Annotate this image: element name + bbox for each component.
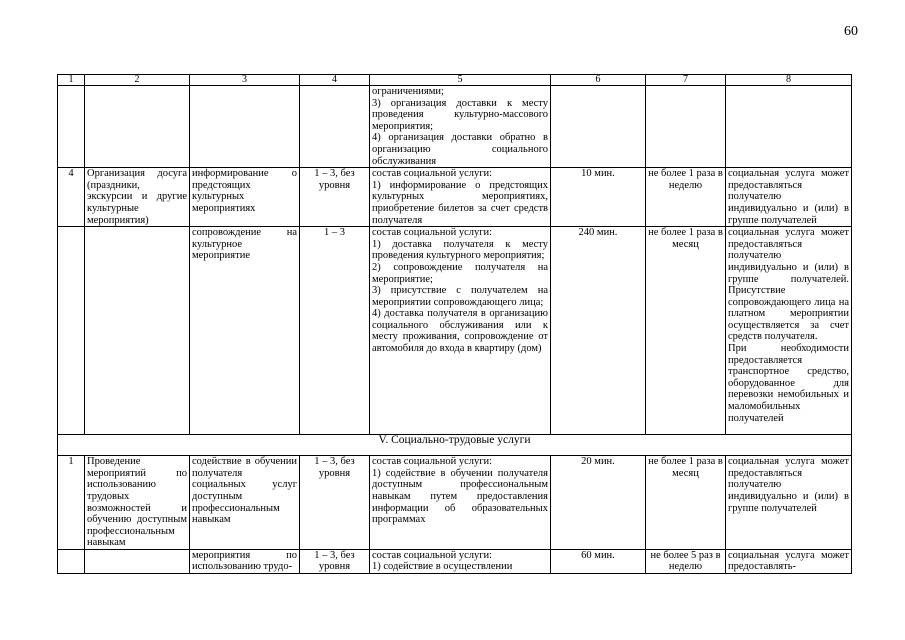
content-line: 4) организация доставки обратно в организацию социального обслуживания	[372, 132, 548, 167]
column-number-cell: 1	[58, 75, 85, 86]
section-row	[58, 435, 852, 456]
table-row	[58, 456, 852, 550]
time-cell: 10 мин.	[551, 168, 646, 227]
content-line: 1) доставка получателя к месту проведения культурного мероприятия;	[372, 238, 548, 262]
frequency-cell: не более 1 раза в месяц	[646, 227, 726, 435]
content-line: 3) присутствие с получателем на мероприятии сопровождающего лица;	[372, 285, 548, 308]
content-line: состав социальной услуги:	[372, 456, 493, 468]
frequency-cell	[646, 86, 726, 168]
conditions-paragraph: социальная услуга может предоставляться получателю индивидуально и (или) в группе получателей. Присутствие сопровождающего лица на платном мероприятии осуществляется за счет средств получателя.	[728, 227, 849, 343]
frequency-cell: не более 1 раза в неделю	[646, 168, 726, 227]
service-cell: Организация досуга (праздники, экскурсии и другие культурные мероприятия)	[85, 168, 190, 227]
time-cell: 240 мин.	[551, 227, 646, 435]
content-line: 4) доставка получателя в организацию социального обслуживания или к месту проживания, сопровождение от автомобиля до входа в квартиру (дом)	[372, 308, 548, 355]
frequency-cell: не более 5 раз в неделю	[646, 549, 726, 573]
table-row	[58, 549, 852, 573]
service-name-cell: мероприятия по использованию трудо-	[190, 549, 300, 573]
service-content-cell	[370, 456, 551, 550]
time-cell: 20 мин.	[551, 456, 646, 550]
conditions-cell	[726, 86, 852, 168]
time-cell	[551, 86, 646, 168]
level-cell: 1 – 3, без уровня	[300, 168, 370, 227]
page-number: 60	[844, 24, 858, 39]
services-table	[57, 74, 852, 574]
content-line: 1) информирование о предстоящих культурных мероприятиях, приобретение билетов за счет средств получателя	[372, 179, 548, 226]
conditions-paragraph: При необходимости предоставляется транспортное средство, оборудованное для перевозки немобильных и маломобильных получателей	[728, 343, 849, 424]
frequency-cell: не более 1 раза в месяц	[646, 456, 726, 550]
column-number-cell: 3	[190, 75, 300, 86]
level-cell: 1 – 3, без уровня	[300, 549, 370, 573]
service-cell: Проведение мероприятий по использованию трудовых возможностей и обучению доступным профессиональным навыкам	[85, 456, 190, 550]
conditions-cell: социальная услуга может предоставлять-	[726, 549, 852, 573]
content-line: состав социальной услуги:	[372, 549, 493, 561]
content-line: 1) содействие в осуществлении	[372, 561, 513, 573]
content-line: 1) содействие в обучении получателя доступным профессиональным навыкам путем предоставления информации об образовательных программах	[372, 467, 548, 526]
column-number-cell: 5	[370, 75, 551, 86]
content-line: состав социальной услуги:	[372, 227, 493, 239]
conditions-cell	[726, 227, 852, 435]
table-row	[58, 86, 852, 168]
level-cell: 1 – 3, без уровня	[300, 456, 370, 550]
conditions-cell: социальная услуга может предоставляться получателю индивидуально и (или) в группе получателей	[726, 168, 852, 227]
service-content-cell	[370, 549, 551, 573]
content-line: состав социальной услуги:	[372, 168, 493, 180]
row-number-cell: 1	[58, 456, 85, 550]
column-number-cell: 8	[726, 75, 852, 86]
time-cell: 60 мин.	[551, 549, 646, 573]
content-line: 3) организация доставки к месту проведения культурно-массового мероприятия;	[372, 97, 548, 132]
service-name-cell: информирование о предстоящих культурных мероприятиях	[190, 168, 300, 227]
service-cell	[85, 227, 190, 435]
service-name-cell	[190, 86, 300, 168]
table-row	[58, 168, 852, 227]
section-title: V. Социально-трудовые услуги	[58, 435, 852, 456]
row-number-cell	[58, 86, 85, 168]
table-row	[58, 227, 852, 435]
column-number-cell: 2	[85, 75, 190, 86]
column-number-cell: 4	[300, 75, 370, 86]
service-name-cell: сопровождение на культурное мероприятие	[190, 227, 300, 435]
level-cell	[300, 86, 370, 168]
column-number-cell: 6	[551, 75, 646, 86]
content-line: 2) сопровождение получателя на мероприятие;	[372, 261, 548, 285]
level-cell: 1 – 3	[300, 227, 370, 435]
service-content-cell	[370, 168, 551, 227]
column-number-cell: 7	[646, 75, 726, 86]
service-content-cell	[370, 86, 551, 168]
table-header-row	[58, 75, 852, 86]
service-cell	[85, 549, 190, 573]
service-cell	[85, 86, 190, 168]
row-number-cell: 4	[58, 168, 85, 227]
row-number-cell	[58, 549, 85, 573]
content-line: ограничениями;	[372, 86, 444, 97]
row-number-cell	[58, 227, 85, 435]
conditions-cell: социальная услуга может предоставляться получателю индивидуально и (или) в группе получателей	[726, 456, 852, 550]
service-name-cell: содействие в обучении получателя социальных услуг доступным профессиональным навыкам	[190, 456, 300, 550]
service-content-cell	[370, 227, 551, 435]
